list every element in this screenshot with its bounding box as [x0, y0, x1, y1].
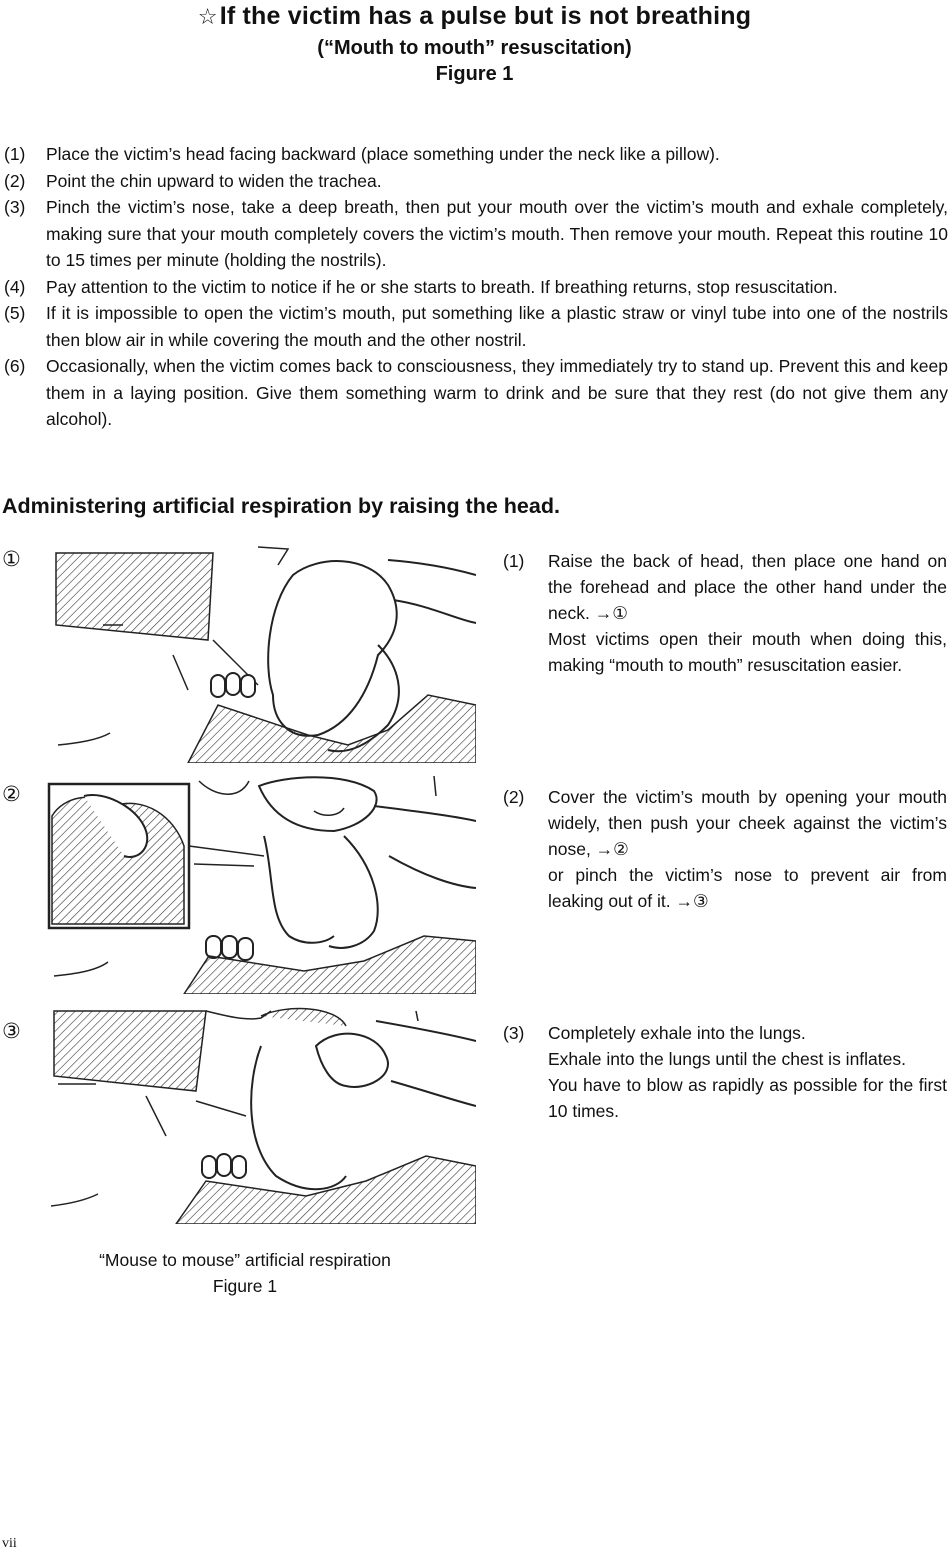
list-item [4, 274, 948, 301]
step-number: (3) [503, 1023, 525, 1043]
page-subtitle: (“Mouth to mouth” resuscitation) [317, 37, 632, 59]
page-title-text: If the victim has a pulse but is not breathing [219, 2, 752, 30]
figure-label: Figure 1 [435, 63, 514, 85]
figure-caption: “Mouse to mouse” artificial respiration [99, 1250, 391, 1270]
illustration-head-tilt [48, 545, 476, 763]
step-description-3 [503, 1020, 947, 1124]
step-number: (4) [4, 276, 26, 297]
page-number: vii [2, 1536, 17, 1551]
step-text: Pinch the victim’s nose, take a deep breath, then put your mouth over the victim’s mouth and exhale completely, making sure that your mouth completely covers the victim’s mouth. Then remove your mouth. Repeat this routine 10 to 15 times per minute (holding the nostrils). [46, 197, 948, 270]
illustration-marker-1: ① [2, 548, 21, 571]
step-text: Most victims open their mouth when doing this, making “mouth to mouth” resuscitation easier. [548, 629, 947, 675]
illustration-exhale [46, 1006, 476, 1224]
step-text: Point the chin upward to widen the trachea. [46, 170, 382, 191]
figure-caption-label: Figure 1 [212, 1276, 278, 1296]
step-number: (5) [4, 303, 26, 323]
page-title [0, 2, 949, 31]
list-item [4, 300, 948, 353]
step-number: (3) [4, 197, 26, 217]
step-number: (1) [4, 144, 26, 164]
step-number: (6) [4, 356, 26, 376]
step-text: Exhale into the lungs until the chest is inflates. [548, 1049, 906, 1069]
step-text: Place the victim’s head facing backward (place something under the neck like a pillow). [46, 144, 720, 164]
step-number: (1) [503, 551, 525, 571]
step-text: Raise the back of head, then place one hand on the forehead and place the other hand under the neck. →① [548, 551, 947, 623]
steps-list [4, 141, 948, 433]
step-text: Completely exhale into the lungs. [548, 1023, 806, 1043]
list-item [4, 141, 948, 168]
list-item [4, 168, 948, 195]
illustration-marker-2: ② [2, 783, 21, 806]
list-item [4, 194, 948, 274]
step-text: or pinch the victim’s nose to prevent air from leaking out of it. →③ [548, 865, 947, 911]
step-description-2 [503, 784, 947, 914]
step-text: Occasionally, when the victim comes back to consciousness, they immediately try to stand up. Prevent this and keep them in a laying position. Give them something warm to drink and be sure that they rest (do not give them any alcohol). [46, 356, 948, 429]
step-number: (2) [4, 170, 26, 191]
step-text: You have to blow as rapidly as possible for the first 10 times. [548, 1075, 947, 1121]
step-description-1 [503, 548, 947, 678]
list-item [4, 353, 948, 433]
illustration-marker-3: ③ [2, 1020, 21, 1043]
step-number: (2) [503, 787, 525, 807]
step-text: If it is impossible to open the victim’s mouth, put something like a plastic straw or vinyl tube into one of the nostrils then blow air in while covering the mouth and the other nostril. [46, 303, 948, 350]
step-text: Pay attention to the victim to notice if he or she starts to breath. If breathing returns, stop resuscitation. [46, 276, 838, 297]
section-heading: Administering artificial respiration by raising the head. [2, 494, 560, 518]
step-text: Cover the victim’s mouth by opening your mouth widely, then push your cheek against the victim’s nose, →② [548, 787, 947, 859]
illustration-mouth-to-mouth [44, 776, 476, 994]
star-icon: ☆ [197, 4, 218, 29]
